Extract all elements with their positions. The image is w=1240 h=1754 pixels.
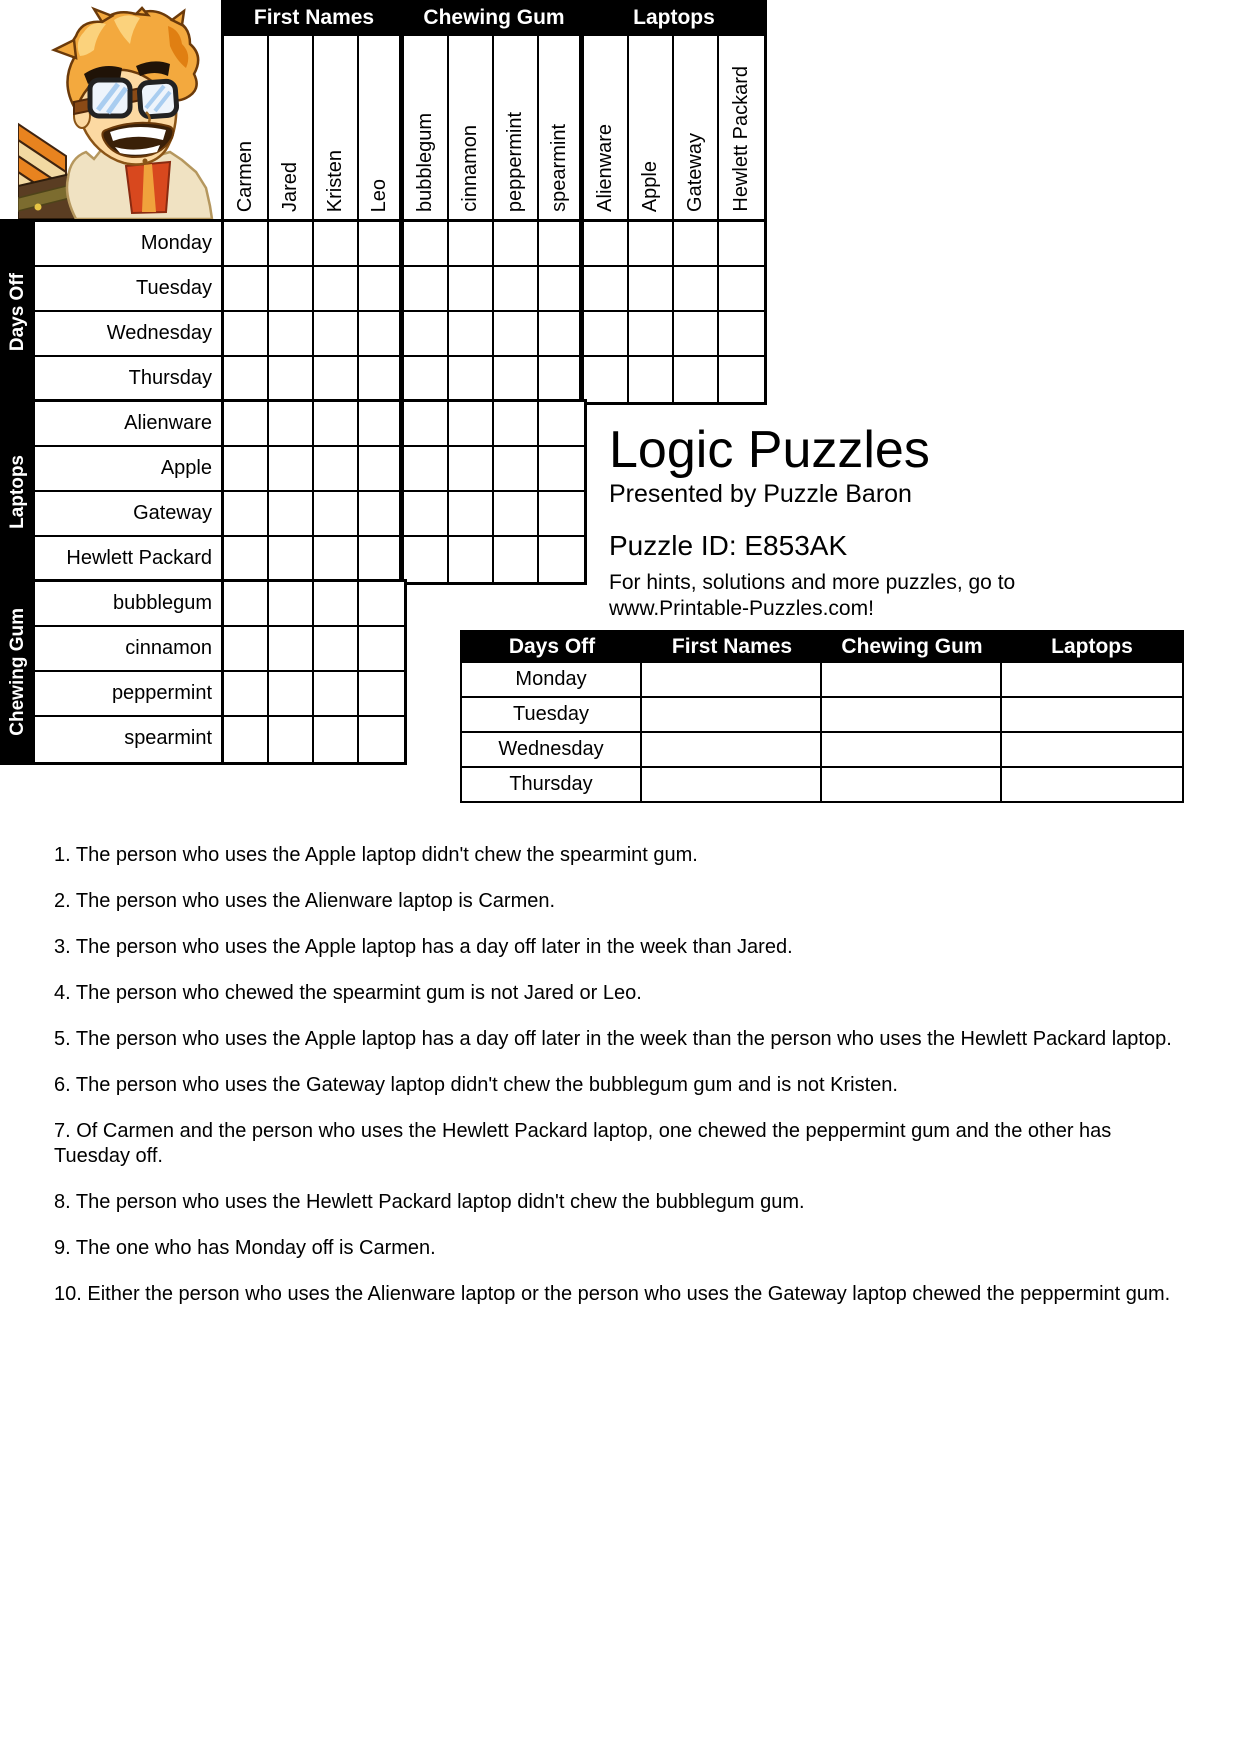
row-group-label-text: Days Off (6, 272, 28, 352)
column-label-cell (269, 36, 314, 219)
answer-table-header-cell: Days Off (508, 635, 596, 658)
grid-cell[interactable] (314, 402, 359, 447)
row-group-label-text: Chewing Gum (6, 608, 28, 736)
grid-cell[interactable] (494, 537, 539, 582)
grid-cell[interactable] (359, 717, 404, 762)
grid-cell[interactable] (404, 222, 449, 267)
grid-cell[interactable] (539, 447, 584, 492)
grid-cell[interactable] (359, 537, 404, 582)
grid-cell[interactable] (404, 537, 449, 582)
column-label: Kristen (324, 149, 346, 212)
grid-cell[interactable] (224, 357, 269, 402)
grid-cell[interactable] (314, 267, 359, 312)
grid-cell[interactable] (359, 447, 404, 492)
answer-cell[interactable] (822, 733, 1002, 766)
grid-cell[interactable] (539, 537, 584, 582)
grid-cell[interactable] (314, 222, 359, 267)
answer-table-header-cell: First Names (671, 635, 793, 658)
grid-cell[interactable] (359, 672, 404, 717)
grid-cell[interactable] (404, 357, 449, 402)
grid-cell[interactable] (314, 312, 359, 357)
page-subtitle: Presented by Puzzle Baron (609, 480, 912, 508)
answer-row-label: Wednesday (462, 733, 642, 766)
answer-table-header-cell: Chewing Gum (841, 635, 983, 658)
grid-cell[interactable] (269, 222, 314, 267)
column-label: Carmen (234, 140, 256, 212)
row-label: bubblegum (35, 582, 221, 627)
column-group-label: Laptops (633, 6, 715, 29)
clue-item: 9. The one who has Monday off is Carmen. (54, 1237, 436, 1259)
grid-cell[interactable] (539, 267, 584, 312)
grid-cell[interactable] (314, 357, 359, 402)
grid-cell[interactable] (224, 267, 269, 312)
grid-cell[interactable] (404, 312, 449, 357)
row-label: peppermint (35, 672, 221, 717)
row-labels-block (35, 579, 224, 765)
column-label-cell (629, 36, 674, 219)
answer-table-header-cell: Laptops (1051, 635, 1133, 658)
column-label-cell (224, 36, 269, 219)
grid-cell[interactable] (314, 537, 359, 582)
column-label-cell (584, 36, 629, 219)
grid-cell[interactable] (359, 402, 404, 447)
grid-cell[interactable] (449, 492, 494, 537)
grid-cell[interactable] (359, 492, 404, 537)
answer-cell[interactable] (642, 768, 822, 801)
grid-cell[interactable] (359, 582, 404, 627)
grid-cell[interactable] (449, 222, 494, 267)
answer-cell[interactable] (642, 698, 822, 731)
grid-cell[interactable] (224, 537, 269, 582)
grid-cell[interactable] (449, 447, 494, 492)
grid-cell[interactable] (629, 267, 674, 312)
column-label: Hewlett Packard (730, 66, 752, 212)
column-label-cell (314, 36, 359, 219)
grid-cell[interactable] (719, 312, 764, 357)
column-label: Leo (367, 178, 390, 212)
column-group-label: Chewing Gum (423, 6, 565, 29)
answer-row-label: Tuesday (462, 698, 642, 731)
row-labels-block (35, 219, 224, 405)
grid-cell[interactable] (494, 267, 539, 312)
column-label: Gateway (684, 133, 706, 212)
grid-cell[interactable] (629, 312, 674, 357)
answer-table-row (462, 731, 1182, 766)
grid-cell[interactable] (629, 222, 674, 267)
column-label: cinnamon (459, 125, 481, 212)
column-label: peppermint (504, 111, 526, 212)
puzzle-id: Puzzle ID: E853AK (609, 530, 848, 561)
answer-cell[interactable] (822, 663, 1002, 696)
grid-cell[interactable] (584, 267, 629, 312)
grid-cell[interactable] (224, 582, 269, 627)
puzzle-baron-mascot-icon (18, 6, 222, 219)
grid-cell[interactable] (674, 222, 719, 267)
answer-table-row (462, 766, 1182, 801)
grid-cell[interactable] (359, 222, 404, 267)
row-label: Gateway (35, 492, 221, 537)
grid-cell[interactable] (269, 402, 314, 447)
grid-cell[interactable] (449, 357, 494, 402)
grid-cell-block (221, 579, 407, 765)
row-label: Monday (35, 222, 221, 267)
grid-cell[interactable] (269, 312, 314, 357)
clue-item: 5. The person who uses the Apple laptop has a day off later in the week than the person who uses the Hewlett Packard laptop. (54, 1028, 1172, 1050)
grid-cell[interactable] (629, 357, 674, 402)
grid-cell[interactable] (449, 537, 494, 582)
column-group-label: First Names (253, 6, 375, 29)
column-label: Jared (279, 161, 301, 212)
grid-cell[interactable] (359, 267, 404, 312)
grid-cell[interactable] (224, 492, 269, 537)
row-group-label (0, 399, 35, 585)
grid-cell[interactable] (314, 672, 359, 717)
grid-cell[interactable] (224, 717, 269, 762)
grid-cell[interactable] (404, 267, 449, 312)
grid-cell[interactable] (314, 717, 359, 762)
grid-cell[interactable] (224, 222, 269, 267)
grid-cell[interactable] (584, 222, 629, 267)
clue-item: 10. Either the person who uses the Alienware laptop or the person who uses the Gateway laptop chewed the peppermint gum. (54, 1283, 1171, 1305)
answer-table-header (462, 632, 1182, 661)
grid-cell[interactable] (584, 312, 629, 357)
column-label-cell (359, 36, 404, 219)
grid-column-labels (221, 33, 767, 222)
row-label: spearmint (124, 727, 212, 749)
answer-cell[interactable] (642, 663, 822, 696)
answer-table-row (462, 696, 1182, 731)
answer-row-label: Monday (462, 663, 642, 696)
clue-item: 3. The person who uses the Apple laptop has a day off later in the week than Jared. (54, 936, 793, 958)
grid-cell[interactable] (269, 267, 314, 312)
grid-cell[interactable] (269, 582, 314, 627)
grid-cell-block (221, 399, 587, 585)
grid-cell[interactable] (539, 312, 584, 357)
grid-cell[interactable] (494, 357, 539, 402)
grid-cell[interactable] (494, 492, 539, 537)
row-label: cinnamon (35, 627, 221, 672)
answer-cell[interactable] (642, 733, 822, 766)
grid-cell-block (221, 219, 767, 405)
clue-item: 6. The person who uses the Gateway laptop didn't chew the bubblegum gum and is not Kristen. (54, 1074, 898, 1096)
clue-item: 8. The person who uses the Hewlett Packard laptop didn't chew the bubblegum gum. (54, 1191, 805, 1213)
row-group-label (0, 579, 35, 765)
grid-cell[interactable] (494, 447, 539, 492)
grid-cell[interactable] (269, 447, 314, 492)
row-label: Tuesday (35, 267, 221, 312)
answer-cell[interactable] (1002, 768, 1182, 801)
grid-cell[interactable] (269, 717, 314, 762)
grid-cell[interactable] (269, 627, 314, 672)
hint-line-2: www.Printable-Puzzles.com! (609, 597, 874, 620)
grid-cell[interactable] (269, 537, 314, 582)
answer-table-body (462, 661, 1182, 801)
grid-cell[interactable] (449, 312, 494, 357)
row-label: Apple (35, 447, 221, 492)
grid-cell[interactable] (539, 357, 584, 402)
clue-item: 2. The person who uses the Alienware laptop is Carmen. (54, 890, 556, 912)
grid-cell[interactable] (224, 672, 269, 717)
grid-cell[interactable] (314, 627, 359, 672)
column-label-cell (539, 36, 584, 219)
column-label-cell (494, 36, 539, 219)
grid-cell[interactable] (269, 492, 314, 537)
grid-cell[interactable] (269, 672, 314, 717)
grid-cell[interactable] (494, 222, 539, 267)
column-label-cell (449, 36, 494, 219)
hint-line-1: For hints, solutions and more puzzles, go to (609, 571, 1016, 594)
grid-cell[interactable] (494, 312, 539, 357)
grid-cell[interactable] (674, 312, 719, 357)
column-label: spearmint (547, 124, 570, 212)
grid-cell[interactable] (269, 357, 314, 402)
grid-cell[interactable] (224, 312, 269, 357)
grid-cell[interactable] (359, 627, 404, 672)
grid-column-header-bar (221, 0, 767, 36)
grid-cell[interactable] (719, 222, 764, 267)
grid-cell[interactable] (449, 267, 494, 312)
clues-list (54, 843, 1180, 1328)
grid-cell[interactable] (359, 357, 404, 402)
grid-cell[interactable] (539, 222, 584, 267)
grid-cell[interactable] (719, 357, 764, 402)
answer-table-row (462, 661, 1182, 696)
grid-cell[interactable] (404, 447, 449, 492)
answer-row-label: Thursday (462, 768, 642, 801)
grid-cell[interactable] (314, 492, 359, 537)
column-label: bubblegum (414, 113, 436, 212)
answer-cell[interactable] (1002, 663, 1182, 696)
grid-sidebar (0, 219, 35, 765)
column-label: Alienware (594, 124, 616, 212)
grid-cell[interactable] (224, 402, 269, 447)
answer-cell[interactable] (822, 698, 1002, 731)
grid-cell[interactable] (224, 627, 269, 672)
answer-cell[interactable] (822, 768, 1002, 801)
grid-cell[interactable] (359, 312, 404, 357)
row-label: Thursday (128, 367, 212, 389)
column-label-cell (404, 36, 449, 219)
answer-cell[interactable] (1002, 733, 1182, 766)
row-label: Hewlett Packard (66, 547, 212, 569)
page-title: Logic Puzzles (609, 421, 930, 479)
column-label: Apple (639, 160, 661, 212)
grid-cell[interactable] (314, 447, 359, 492)
grid-cell[interactable] (404, 492, 449, 537)
grid-cell[interactable] (584, 357, 629, 402)
grid-cell[interactable] (674, 267, 719, 312)
grid-cell[interactable] (719, 267, 764, 312)
row-labels-block (35, 399, 224, 585)
clue-item: 4. The person who chewed the spearmint gum is not Jared or Leo. (54, 982, 642, 1004)
row-group-label-text: Laptops (6, 455, 28, 529)
grid-cell[interactable] (224, 447, 269, 492)
grid-cell[interactable] (494, 402, 539, 447)
grid-cell[interactable] (449, 402, 494, 447)
column-label-cell (674, 36, 719, 219)
grid-cell[interactable] (539, 492, 584, 537)
row-label: Wednesday (35, 312, 221, 357)
grid-cell[interactable] (314, 582, 359, 627)
grid-cell[interactable] (404, 402, 449, 447)
info-block (609, 421, 1015, 622)
grid-cell[interactable] (539, 402, 584, 447)
answer-table (460, 630, 1184, 803)
clue-item: 7. Of Carmen and the person who uses the Hewlett Packard laptop, one chewed the peppermint gum and the other has Tuesday off. (54, 1120, 1112, 1167)
column-label-cell (719, 36, 764, 219)
row-label: Alienware (35, 402, 221, 447)
grid-cell[interactable] (674, 357, 719, 402)
clue-item: 1. The person who uses the Apple laptop didn't chew the spearmint gum. (54, 844, 698, 866)
row-group-label (0, 219, 35, 405)
answer-cell[interactable] (1002, 698, 1182, 731)
